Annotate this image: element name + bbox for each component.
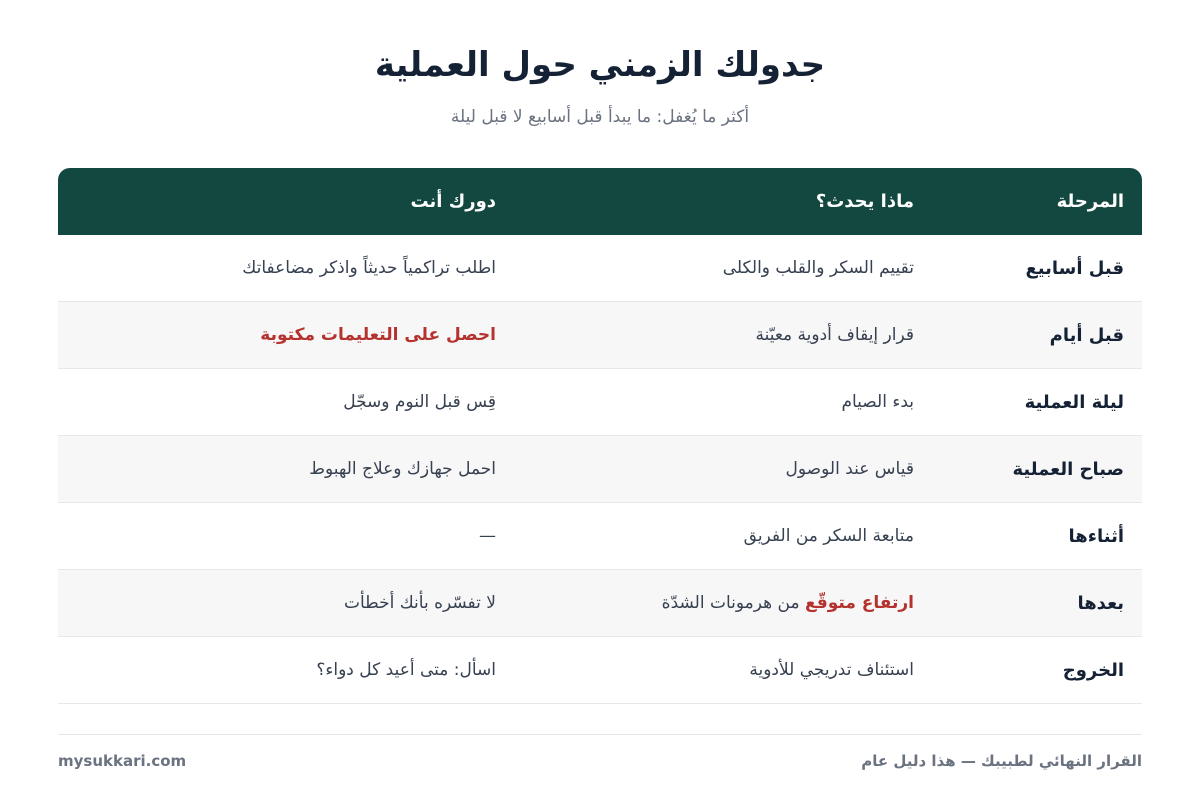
what-cell: قرار إيقاف أدوية معيّنة xyxy=(755,325,914,345)
footer-disclaimer: القرار النهائي لطبيبك — هذا دليل عام xyxy=(861,752,1142,770)
role-cell: احمل جهازك وعلاج الهبوط xyxy=(309,459,496,479)
stage-cell: بعدها xyxy=(1077,592,1124,614)
table-row xyxy=(58,302,1142,369)
header-what: ماذا يحدث؟ xyxy=(815,191,914,212)
page-title: جدولك الزمني حول العملية xyxy=(374,45,826,85)
what-highlight: ارتفاع متوقّع xyxy=(804,593,914,613)
header-stage: المرحلة xyxy=(1056,191,1124,212)
timeline-table xyxy=(58,168,1142,704)
header-role: دورك أنت xyxy=(410,191,496,212)
stage-cell: أثناءها xyxy=(1068,525,1124,547)
role-cell: اطلب تراكمياً حديثاً واذكر مضاعفاتك xyxy=(242,258,496,278)
what-cell: بدء الصيام xyxy=(841,392,914,412)
what-cell: استئناف تدريجي للأدوية xyxy=(749,660,914,680)
role-cell: — xyxy=(479,526,496,546)
table-header xyxy=(58,168,1142,235)
table-row xyxy=(58,235,1142,302)
what-rest: من هرمونات الشدّة xyxy=(661,593,805,613)
stage-cell: ليلة العملية xyxy=(1024,391,1124,413)
role-cell: لا تفسّره بأنك أخطأت xyxy=(343,593,496,613)
what-cell: قياس عند الوصول xyxy=(785,459,914,479)
stage-cell: قبل أيام xyxy=(1049,324,1124,346)
footer-site[interactable]: mysukkari.com xyxy=(58,752,187,770)
stage-cell: الخروج xyxy=(1062,659,1124,681)
table-row xyxy=(58,503,1142,570)
table-row xyxy=(58,637,1142,704)
role-cell: اسأل: متى أعيد كل دواء؟ xyxy=(316,660,496,680)
table-row xyxy=(58,436,1142,503)
footer-divider xyxy=(58,734,1142,735)
what-cell: تقييم السكر والقلب والكلى xyxy=(722,258,914,278)
stage-cell: قبل أسابيع xyxy=(1025,257,1124,279)
what-cell: متابعة السكر من الفريق xyxy=(743,526,914,546)
what-cell xyxy=(496,593,914,613)
table-row xyxy=(58,570,1142,637)
page-subtitle: أكثر ما يُغفل: ما يبدأ قبل أسابيع لا قبل ليلة xyxy=(450,107,750,127)
role-cell: قِس قبل النوم وسجّل xyxy=(343,392,496,412)
table-row xyxy=(58,369,1142,436)
role-cell-highlight: احصل على التعليمات مكتوبة xyxy=(260,325,496,345)
stage-cell: صباح العملية xyxy=(1012,458,1124,480)
